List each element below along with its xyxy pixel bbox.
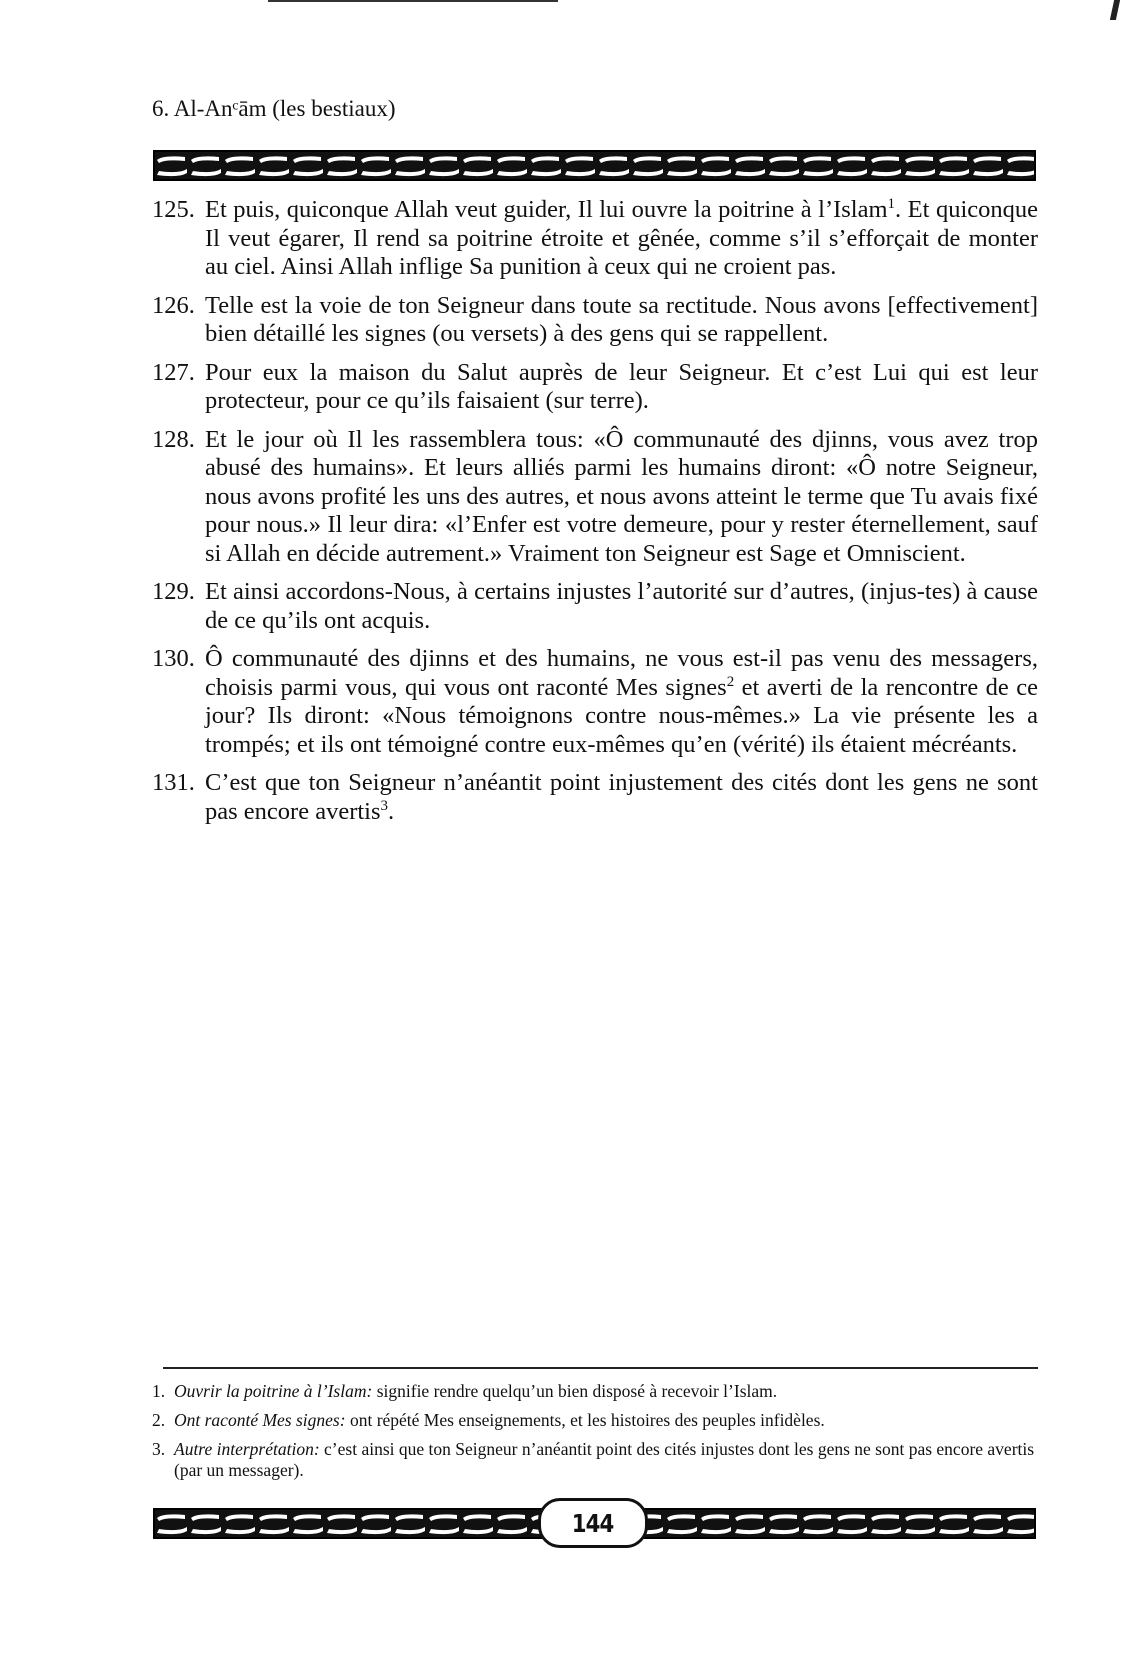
footnote-divider <box>163 1367 1038 1369</box>
verse-125 <box>152 196 1038 282</box>
footnote-text: Autre interprétation: c’est ainsi que ton Seigneur n’anéantit point des cités injustes dont les gens ne sont pas encore avertis (par un messager). <box>174 1439 1035 1480</box>
footnote-text: Ouvrir la poitrine à l’Islam: signifie rendre quelqu’un bien disposé à recevoir l’Islam. <box>174 1381 778 1401</box>
verse-number: 129. <box>152 578 195 605</box>
verse-text: C’est que ton Seigneur n’anéantit point injustement des cités dont les gens ne sont pas encore avertis$^3$. <box>205 769 1038 825</box>
footnote-number: 2. <box>152 1410 166 1430</box>
verse-number: 127. <box>152 358 195 386</box>
footnote-1 <box>152 1381 1038 1402</box>
chapter-title: 6. Al-Anᶜām (les bestiaux) <box>152 96 396 121</box>
footnote-term: Autre interprétation: <box>174 1439 320 1459</box>
footnote-list <box>152 1381 1038 1489</box>
top-ornament-pattern <box>155 152 1036 179</box>
verse-129 <box>152 578 1038 635</box>
verse-list <box>152 196 1038 836</box>
verse-text: Pour eux la maison du Salut auprès de leur Seigneur. Et c’est Lui qui est leur protecteur, pour ce qu’ils faisaient (sur terre). <box>205 358 1038 414</box>
footnote-2 <box>152 1410 1038 1431</box>
footnote-term: Ont raconté Mes signes: <box>174 1410 346 1430</box>
top-scan-rule <box>268 0 558 2</box>
page-number-badge <box>538 1498 648 1548</box>
verse-text: Et puis, quiconque Allah veut guider, Il lui ouvre la poitrine à l’Islam$^1$. Et quiconque Il veut égarer, Il rend sa poitrine étroite et gênée, comme s’il s’efforçait de monter au ciel. Ainsi Allah inflige Sa punition à ceux qui ne croient pas. <box>205 196 1038 280</box>
verse-128 <box>152 426 1038 569</box>
verse-text: Ô communauté des djinns et des humains, ne vous est-il pas venu des messagers, choisis parmi vous, qui vous ont raconté Mes signes$^2$ et averti de la rencontre de ce jour? Ils diront: «Nous témoignons contre nous-mêmes.» La vie présente les a trompés; et ils ont témoigné contre eux-mêmes qu’en (vérité) ils étaient mécréants. <box>205 645 1038 758</box>
verse-127 <box>152 359 1038 416</box>
corner-scan-mark <box>1110 0 1120 20</box>
verse-text: Et ainsi accordons-Nous, à certains injustes l’autorité sur d’autres, (injus-tes) à cause de ce qu’ils ont acquis. <box>205 578 1038 634</box>
verse-number: 128. <box>152 425 195 453</box>
verse-130 <box>152 645 1038 759</box>
footnote-ref: 1 <box>887 196 896 212</box>
footnote-3 <box>152 1439 1038 1481</box>
top-ornamental-band <box>153 150 1036 181</box>
verse-126 <box>152 292 1038 349</box>
footnote-term: Ouvrir la poitrine à l’Islam: <box>174 1381 373 1401</box>
verse-text: Et le jour où Il les rassemblera tous: «Ô communauté des djinns, vous avez trop abusé des humains». Et leurs alliés parmi les humains diront: «Ô notre Seigneur, nous avons profité les uns des autres, et nous avons atteint le terme que Tu avais fixé pour nous.» Il leur dira: «l’Enfer est votre demeure, pour y rester éternellement, sauf si Allah en décide autrement.» Vraiment ton Seigneur est Sage et Omniscient. <box>205 425 1038 567</box>
verse-text: Telle est la voie de ton Seigneur dans toute sa rectitude. Nous avons [effectivement] bien détaillé les signes (ou versets) à des gens qui se rappellent. <box>205 291 1038 347</box>
footnote-text: Ont raconté Mes signes: ont répété Mes enseignements, et les histoires des peuples infidèles. <box>174 1410 825 1430</box>
footnote-number: 1. <box>152 1381 166 1401</box>
verse-number: 126. <box>152 291 195 319</box>
verse-number: 125. <box>152 196 195 223</box>
footnote-number: 3. <box>152 1439 166 1459</box>
verse-number: 130. <box>152 645 195 672</box>
footnote-ref: 3 <box>380 797 388 814</box>
verse-131 <box>152 769 1038 826</box>
footnote-ref: 2 <box>726 673 735 690</box>
verse-number: 131. <box>152 769 195 796</box>
page-number: 144 <box>572 1508 614 1538</box>
